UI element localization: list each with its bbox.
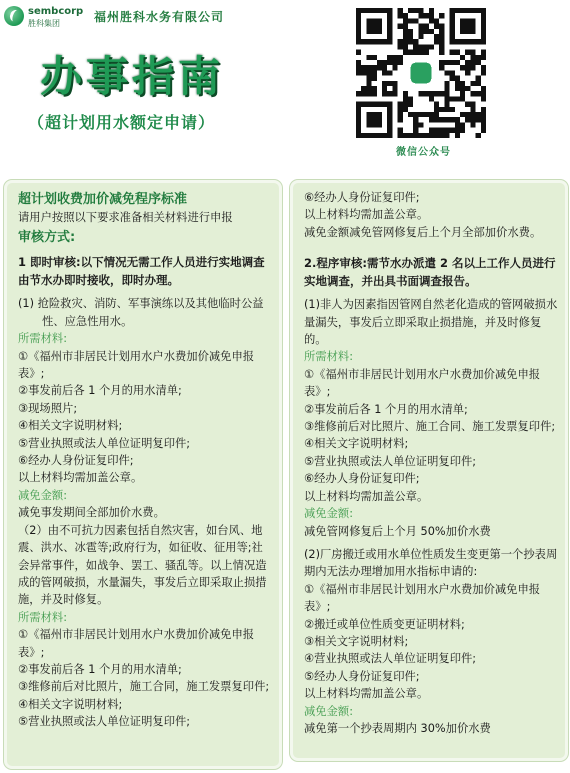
list-item: ④相关文字说明材料; bbox=[18, 419, 123, 433]
list-item: ③现场照片; bbox=[18, 401, 78, 415]
list-item: ⑤经办人身份证复印件; bbox=[304, 669, 420, 683]
list-item: ④相关文字说明材料; bbox=[304, 437, 409, 451]
right-panel bbox=[290, 180, 568, 761]
list-item: ①《福州市非居民计划用水户水费加价减免申报表》; bbox=[18, 349, 255, 381]
materials-label: 所需材料: bbox=[18, 332, 67, 346]
materials-list bbox=[18, 626, 273, 730]
left-panel bbox=[4, 180, 282, 769]
list-item: ②事发前后各 1 个月的用水清单; bbox=[18, 384, 182, 398]
materials-list bbox=[18, 348, 273, 487]
list-item: 以上材料均需加盖公章。 bbox=[18, 471, 143, 485]
amount-label: 减免金额: bbox=[304, 704, 353, 718]
list-item: ①《福州市非居民计划用水户水费加价减免申报表》; bbox=[18, 628, 255, 659]
list-item: ②事发前后各 1 个月的用水清单; bbox=[18, 662, 182, 676]
materials-label: 所需材料: bbox=[304, 350, 353, 364]
materials-list bbox=[304, 366, 559, 505]
case-1-1-text: (1) 抢险救灾、消防、军事演练以及其他临时公益性、应急性用水。 bbox=[18, 297, 264, 328]
list-item: ⑥经办人身份证复印件; bbox=[304, 191, 420, 204]
list-item: ⑥经办人身份证复印件; bbox=[18, 454, 134, 468]
section-title: 超计划收费加价减免程序标准 bbox=[18, 192, 188, 207]
list-item: ①《福州市非居民计划用水户水费加价减免申报表》; bbox=[304, 367, 541, 399]
company-name: 福州胜科水务有限公司 bbox=[94, 10, 225, 24]
materials-list-continued bbox=[304, 189, 559, 241]
case-2-2-text: (2)厂房搬迁或用水单位性质发生变更第一个抄表周期内无法办理增加用水指标申请的: bbox=[304, 547, 558, 579]
review-method-label: 审核方式: bbox=[18, 230, 76, 246]
list-item: ②搬迁或单位性质变更证明材料; bbox=[304, 617, 465, 631]
list-item: ①《福州市非居民计划用水户水费加价减免申报表》; bbox=[304, 582, 541, 614]
list-item: ⑤营业执照或法人单位证明复印件; bbox=[18, 436, 191, 450]
page-title: 办事指南 bbox=[40, 52, 225, 101]
list-item: ④相关文字说明材料; bbox=[18, 697, 123, 711]
page-header bbox=[0, 0, 570, 170]
list-item: ⑥经办人身份证复印件; bbox=[304, 472, 420, 486]
list-item: ③相关文字说明材料; bbox=[304, 634, 409, 648]
sembcorp-logo-icon bbox=[4, 6, 24, 26]
list-item: ⑤营业执照或法人单位证明复印件; bbox=[18, 715, 191, 729]
logo-text-en: sembcorp bbox=[28, 6, 84, 17]
amount-text: 减免管网修复后上个月 50%加价水费 bbox=[304, 524, 491, 538]
sembcorp-logo bbox=[4, 4, 90, 30]
materials-label: 所需材料: bbox=[18, 610, 67, 624]
page-subtitle: （超计划用水额定申请） bbox=[28, 113, 216, 132]
case-1-2-text: （2）由不可抗力因素包括自然灾害，如台风、地震、洪水、冰雹等;政府行为，如征收、征用等;社会异常事件，如战争、罢工、骚乱等。以上情况造成的管网破损，水量漏失，事发后立即采取止损措施，并及时修复。 bbox=[18, 523, 267, 607]
list-item: 以上材料均需加盖公章。 bbox=[304, 489, 429, 503]
amount-text: 减免事发期间全部加价水费。 bbox=[18, 506, 165, 520]
list-item: 以上材料均需加盖公章。 bbox=[304, 687, 429, 701]
amount-text: 减免第一个抄表周期内 30%加价水费 bbox=[304, 721, 491, 735]
amount-label: 减免金额: bbox=[18, 488, 67, 502]
list-item: 以上材料均需加盖公章。 bbox=[304, 208, 429, 222]
amount-label: 减免金额: bbox=[304, 507, 353, 521]
case-2-1-text: (1)非人为因素指因管网自然老化造成的管网破损水量漏失，事发后立即采取止损措施，并及时修复的。 bbox=[304, 298, 558, 347]
list-item: ③维修前后对比照片、施工合同、施工发票复印件; bbox=[304, 420, 556, 434]
logo-text-cn: 胜科集团 bbox=[28, 19, 60, 28]
wechat-qr-code-icon bbox=[356, 8, 486, 138]
intro-text: 请用户按照以下要求准备相关材料进行申报 bbox=[18, 211, 233, 224]
list-item: ④营业执照或法人单位证明复印件; bbox=[304, 652, 477, 666]
qr-label: 微信公众号 bbox=[396, 147, 451, 158]
materials-list bbox=[304, 581, 559, 703]
list-item: 减免金额减免管网修复后上个月全部加价水费。 bbox=[304, 225, 542, 239]
instant-review-heading: 1 即时审核:以下情况无需工作人员进行实地调查由节水办即时接收，即时办理。 bbox=[18, 255, 265, 287]
list-item: ③维修前后对比照片，施工合同，施工发票复印件; bbox=[18, 680, 270, 694]
list-item: ②事发前后各 1 个月的用水清单; bbox=[304, 402, 468, 416]
list-item: ⑤营业执照或法人单位证明复印件; bbox=[304, 454, 477, 468]
procedure-review-heading: 2.程序审核:需节水办派遣 2 名以上工作人员进行实地调查，并出具书面调查报告。 bbox=[304, 256, 556, 288]
